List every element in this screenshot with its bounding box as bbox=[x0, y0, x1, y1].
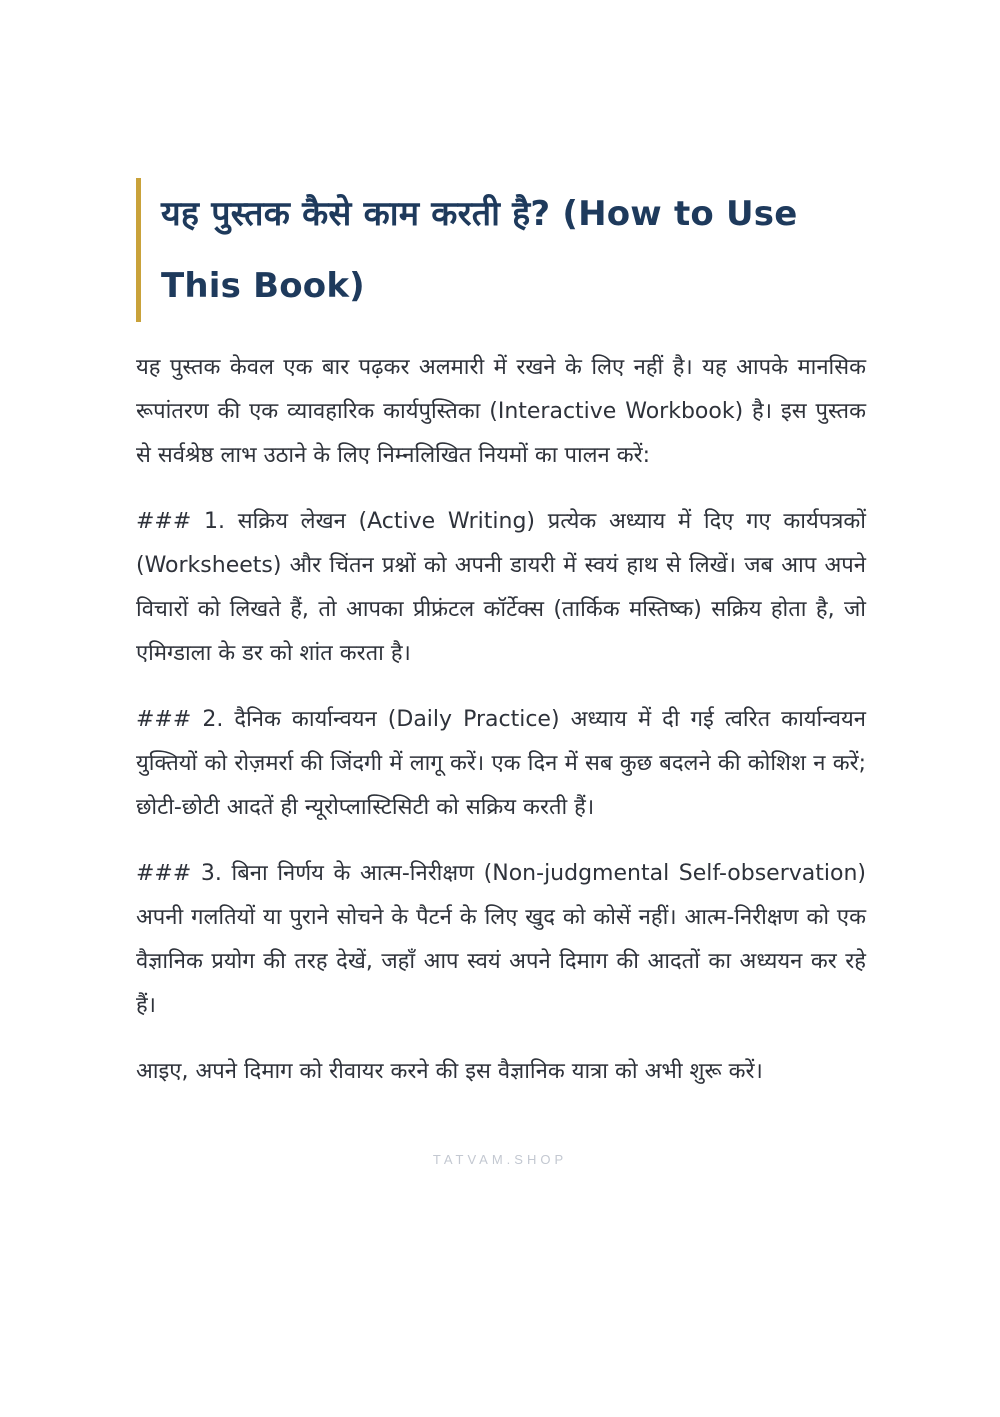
page-title: यह पुस्तक कैसे काम करती है? (How to Use This Book) bbox=[161, 194, 798, 306]
heading-block bbox=[136, 178, 866, 322]
step-3-paragraph: ### 3. बिना निर्णय के आत्म-निरीक्षण (Non-judgmental Self-observation) अपनी गलतियों या पुराने सोचने के पैटर्न के लिए खुद को कोसें नहीं। आत्म-निरीक्षण को एक वैज्ञानिक प्रयोग की तरह देखें, जहाँ आप स्वयं अपने दिमाग की आदतों का अध्ययन कर रहे हैं। bbox=[136, 861, 866, 1018]
step-2-paragraph: ### 2. दैनिक कार्यान्वयन (Daily Practice) अध्याय में दी गई त्वरित कार्यान्वयन युक्तियों को रोज़मर्रा की जिंदगी में लागू करें। एक दिन में सब कुछ बदलने की कोशिश न करें; छोटी-छोटी आदतें ही न्यूरोप्लास्टिसिटी को सक्रिय करती हैं। bbox=[136, 707, 866, 820]
intro-paragraph: यह पुस्तक केवल एक बार पढ़कर अलमारी में रखने के लिए नहीं है। यह आपके मानसिक रूपांतरण की एक व्यावहारिक कार्यपुस्तिका (Interactive Workbook) है। इस पुस्तक से सर्वश्रेष्ठ लाभ उठाने के लिए निम्नलिखित नियमों का पालन करें: bbox=[136, 355, 866, 468]
step-1-paragraph: ### 1. सक्रिय लेखन (Active Writing) प्रत्येक अध्याय में दिए गए कार्यपत्रकों (Worksheets) और चिंतन प्रश्नों को अपनी डायरी में स्वयं हाथ से लिखें। जब आप अपने विचारों को लिखते हैं, तो आपका प्रीफ्रंटल कॉर्टेक्स (तार्किक मस्तिष्क) सक्रिय होता है, जो एमिग्डाला के डर को शांत करता है। bbox=[136, 509, 866, 666]
page-content bbox=[136, 178, 866, 1094]
footer-brand: TATVAM.SHOP bbox=[432, 1152, 568, 1167]
closing-paragraph: आइए, अपने दिमाग को रीवायर करने की इस वैज्ञानिक यात्रा को अभी शुरू करें। bbox=[136, 1059, 763, 1084]
